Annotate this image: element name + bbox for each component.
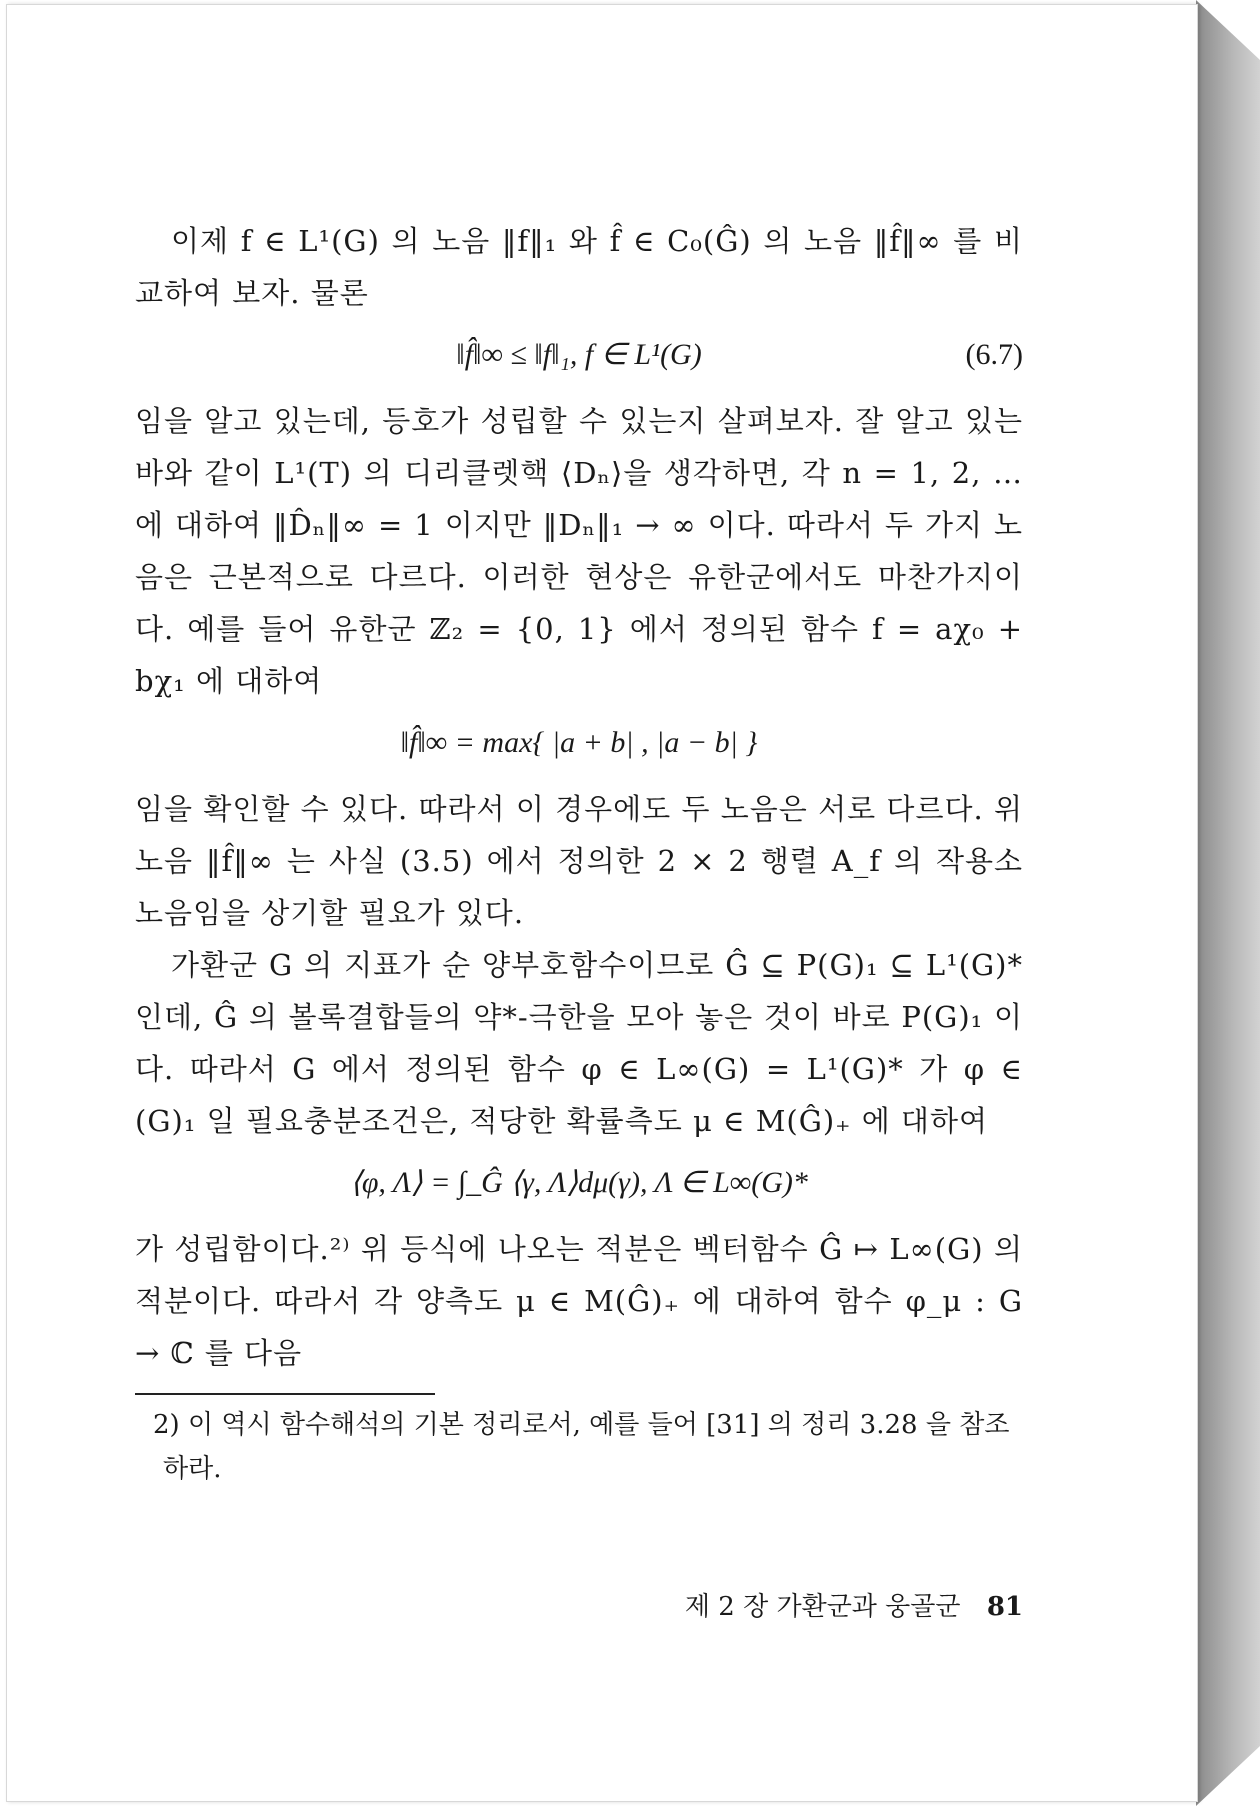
page-number: 81 — [986, 1592, 1023, 1622]
equation-number: (6.7) — [965, 338, 1023, 371]
paragraph-4: 가환군 G 의 지표가 순 양부호함수이므로 Ĝ ⊆ P(G)₁ ⊆ L¹(G)* 인데, Ĝ 의 볼록결합들의 약*-극한을 모아 놓은 것이 바로 P(G)₁ 이다. 따라서 G 에서 정의된 함수 φ ∈ L∞(G) = L¹(G)* 가 φ ∈ (G)₁ 일 필요충분조건은, 적당한 확률측도 μ ∈ M(Ĝ)₊ 에 대하여 — [135, 948, 1023, 1138]
paragraph-2: 임을 알고 있는데, 등호가 성립할 수 있는지 살펴보자. 잘 알고 있는 바와 같이 L¹(T) 의 디리클렛핵 ⟨Dₙ⟩을 생각하면, 각 n = 1, 2, … 에 대하여 ‖D̂ₙ‖∞ = 1 이지만 ‖Dₙ‖₁ → ∞ 이다. 따라서 두 가지 노음은 근본적으로 다르다. 이러한 현상은 유한군에서도 마찬가지이다. 예를 들어 유한군 ℤ₂ = {0, 1} 에서 정의된 함수 f = aχ₀ + bχ₁ 에 대하여 — [135, 404, 1023, 698]
book-page — [6, 4, 1198, 1802]
page-body — [135, 215, 1023, 1491]
footnote-2: 2) 이 역시 함수해석의 기본 정리로서, 예를 들어 [31] 의 정리 3.28 을 참조하라. — [153, 1410, 1010, 1484]
page-footer — [679, 1589, 1023, 1625]
equation-6-7-formula: ‖f̂‖∞ ≤ ‖f‖₁, f ∈ L¹(G) — [456, 338, 702, 371]
equation-integral-formula: ⟨φ, Λ⟩ = ∫_Ĝ ⟨γ, Λ⟩dμ(γ), Λ ∈ L∞(G)* — [350, 1166, 808, 1199]
equation-max-norm — [135, 717, 1023, 769]
footnote-divider — [135, 1393, 435, 1395]
paragraph-3: 임을 확인할 수 있다. 따라서 이 경우에도 두 노음은 서로 다르다. 위 노음 ‖f̂‖∞ 는 사실 (3.5) 에서 정의한 2 × 2 행렬 A_f 의 작용소 노음임을 상기할 필요가 있다. — [135, 792, 1023, 930]
paragraph-5: 가 성립함이다.²⁾ 위 등식에 나오는 적분은 벡터함수 Ĝ ↦ L∞(G) 의 적분이다. 따라서 각 양측도 μ ∈ M(Ĝ)₊ 에 대하여 함수 φ_μ : G → ℂ 를 다음 — [135, 1232, 1023, 1370]
equation-max-norm-formula: ‖f̂‖∞ = max{ |a + b| , |a − b| } — [400, 726, 758, 759]
chapter-title: 제 2 장 가환군과 웅골군 — [684, 1592, 961, 1622]
equation-6-7 — [135, 329, 1023, 381]
equation-integral — [135, 1157, 1023, 1209]
paragraph-1: 이제 f ∈ L¹(G) 의 노음 ‖f‖₁ 와 f̂ ∈ C₀(Ĝ) 의 노음 ‖f̂‖∞ 를 비교하여 보자. 물론 — [135, 224, 1023, 310]
book-page-edge — [1196, 0, 1260, 1806]
